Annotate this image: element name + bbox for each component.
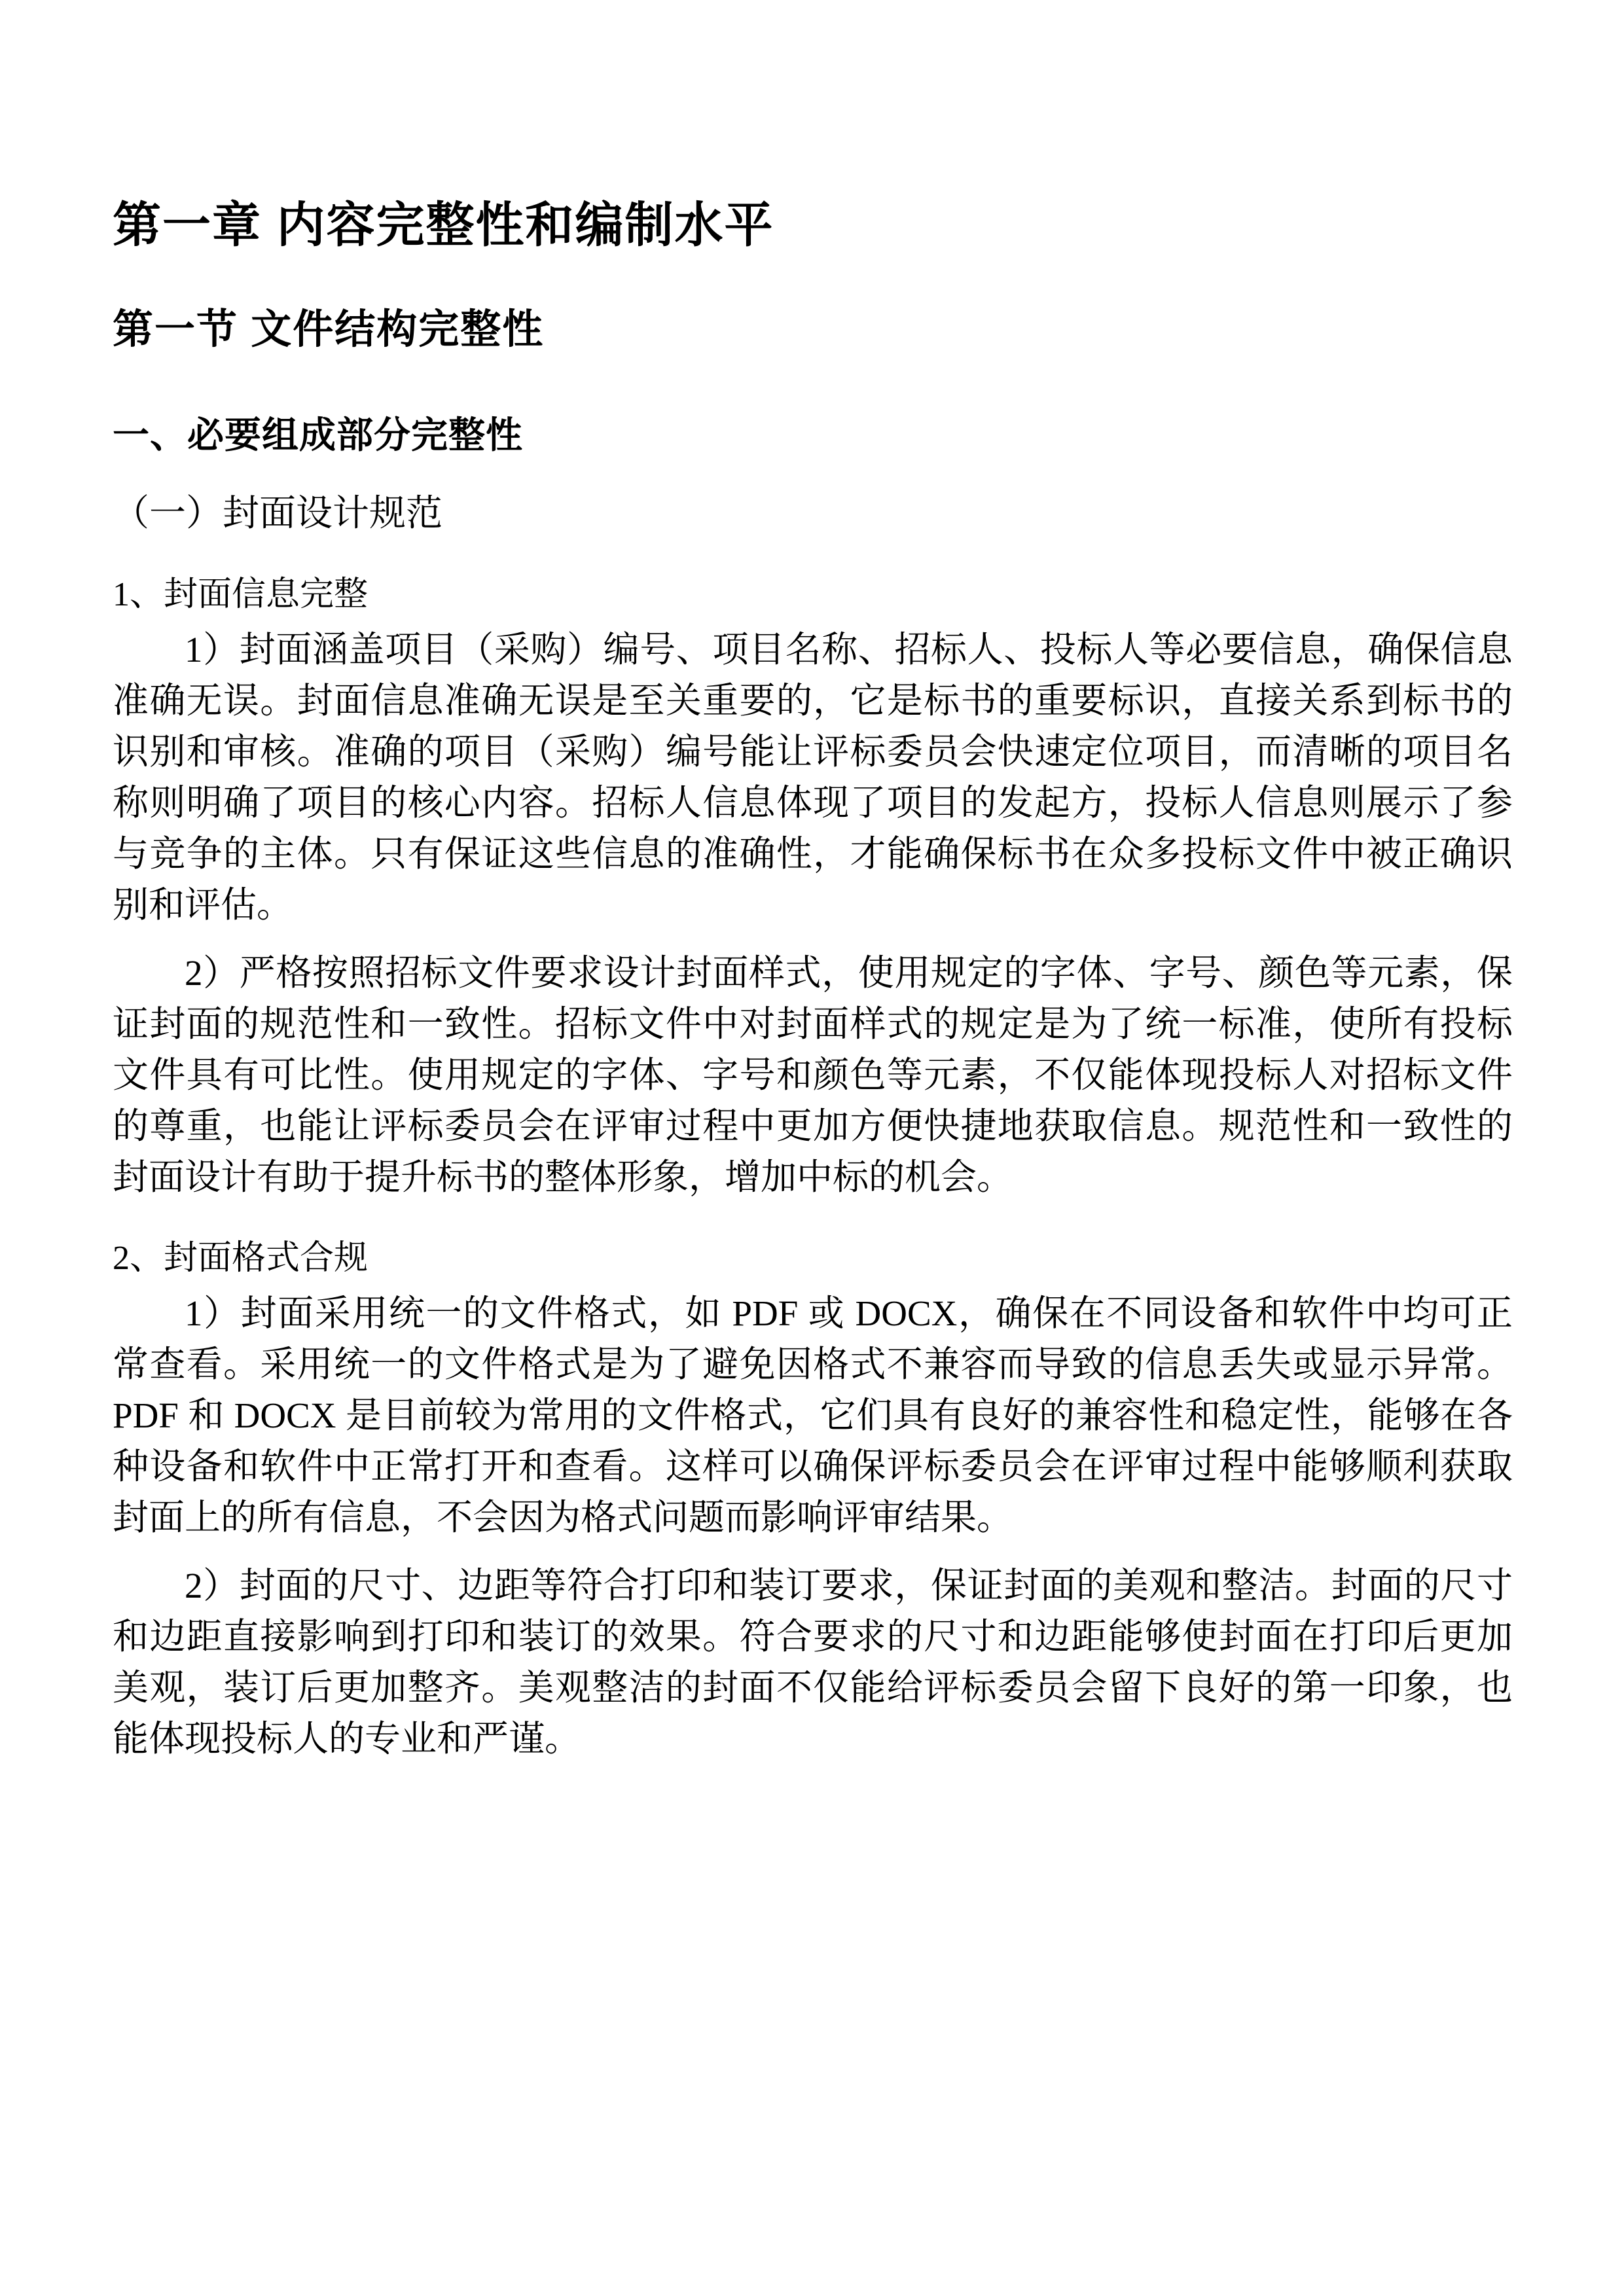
subsection-heading: 一、必要组成部分完整性	[113, 414, 523, 456]
clause-heading: （一）封面设计规范	[113, 493, 442, 534]
paragraph: 1）封面涵盖项目（采购）编号、项目名称、招标人、投标人等必要信息，确保信息准确无误。封面信息准确无误是至关重要的，它是标书的重要标识，直接关系到标书的识别和审核。准确的项目（采购）编号能让评标委员会快速定位项目，而清晰的项目名称则明确了项目的核心内容。招标人信息体现了项目的发起方，投标人信息则展示了参与竞争的主体。只有保证这些信息的准确性，才能确保标书在众多投标文件中被正确识别和评估。	[113, 630, 1513, 925]
item-label-2: 2、封面格式合规	[113, 1240, 369, 1278]
paragraph: 2）严格按照招标文件要求设计封面样式，使用规定的字体、字号、颜色等元素，保证封面的规范性和一致性。招标文件中对封面样式的规定是为了统一标准，使所有投标文件具有可比性。使用规定的字体、字号和颜色等元素，不仅能体现投标人对招标文件的尊重，也能让评标委员会在评审过程中更加方便快捷地获取信息。规范性和一致性的封面设计有助于提升标书的整体形象，增加中标的机会。	[113, 953, 1513, 1198]
item-label-1: 1、封面信息完整	[113, 576, 369, 614]
paragraph: 2）封面的尺寸、边距等符合打印和装订要求，保证封面的美观和整洁。封面的尺寸和边距直接影响到打印和装订的效果。符合要求的尺寸和边距能够使封面在打印后更加美观，装订后更加整齐。美观整洁的封面不仅能给评标委员会留下良好的第一印象，也能体现投标人的专业和严谨。	[113, 1566, 1513, 1759]
chapter-heading: 第一章 内容完整性和编制水平	[113, 198, 774, 252]
section-heading: 第一节 文件结构完整性	[113, 306, 545, 352]
paragraph: 1）封面采用统一的文件格式，如 PDF 或 DOCX，确保在不同设备和软件中均可正常查看。采用统一的文件格式是为了避免因格式不兼容而导致的信息丢失或显示异常。PDF 和 DOCX 是目前较为常用的文件格式，它们具有良好的兼容性和稳定性，能够在各种设备和软件中正常打开和查看。这样可以确保评标委员会在评审过程中能够顺利获取封面上的所有信息，不会因为格式问题而影响评审结果。	[113, 1293, 1513, 1538]
